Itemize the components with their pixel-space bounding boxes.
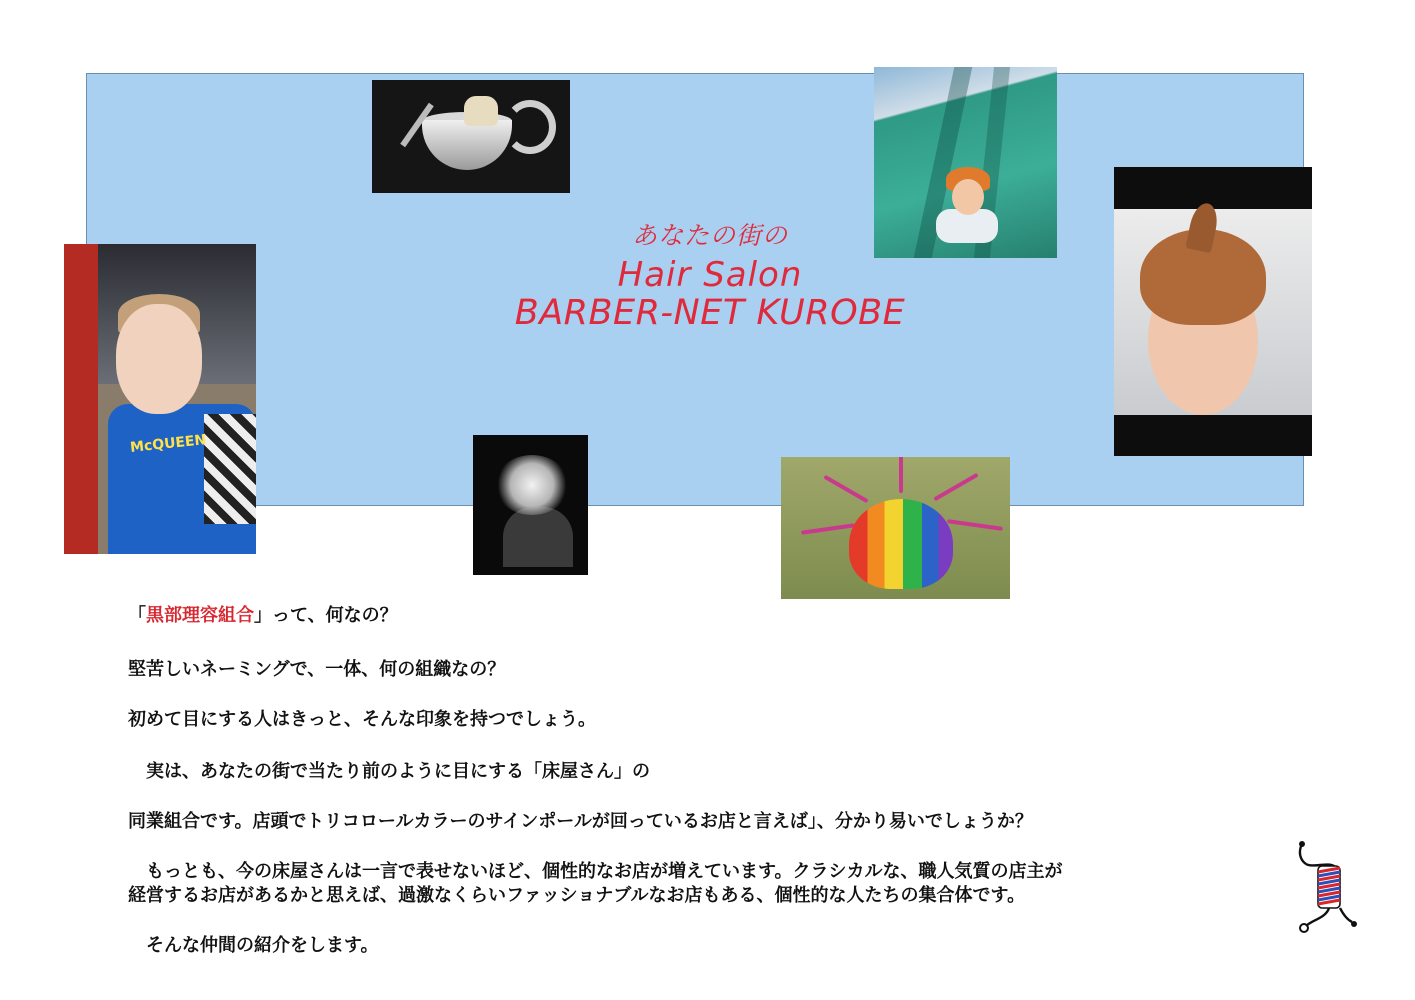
- rainbow-hair-photo: [781, 457, 1010, 599]
- paragraph-introduction: そんな仲間の紹介をします。: [128, 935, 379, 956]
- headline-hair-salon: Hair Salon: [617, 255, 803, 295]
- shaving-bowl-photo: [372, 80, 570, 193]
- paragraph-trade-union: 同業組合です。店頭でトリコロールカラーのサインポールが回っているお店と言えば」、分かり易いでしょうか？: [128, 811, 1033, 832]
- paragraph-question: 「黒部理容組合」って、何なの？: [128, 605, 398, 626]
- paragraph-organization-question: 堅苦しいネーミングで、一体、何の組織なの？: [128, 659, 506, 680]
- salon-headline: [440, 222, 980, 333]
- boy-mohawk-photo: [64, 244, 256, 554]
- paragraph-variety-line1: もっとも、今の床屋さんは一言で表せないほど、個性的なお店が増えています。クラシカルな、職人気質の店主が: [128, 861, 1063, 882]
- paragraph-impression: 初めて目にする人はきっと、そんな印象を持つでしょう。: [128, 709, 596, 730]
- child-spiky-hair-photo: [1114, 167, 1312, 456]
- shirt-print-text: McQUEEN: [129, 432, 207, 456]
- headline-town-text: あなたの街の: [631, 221, 788, 250]
- headline-brand-name: BARBER-NET KUROBE: [514, 293, 906, 334]
- union-name-highlight: 黒部理容組合: [146, 605, 254, 626]
- paragraph-variety-line2: 経営するお店があるかと思えば、過激なくらいファッショナブルなお店もある、個性的な人たちの集合体です。: [128, 885, 1026, 906]
- paragraph-actually: 実は、あなたの街で当たり前のように目にする「床屋さん」の: [128, 761, 650, 782]
- barber-pole-icon: [1288, 838, 1364, 936]
- static-hair-photo: [473, 435, 588, 575]
